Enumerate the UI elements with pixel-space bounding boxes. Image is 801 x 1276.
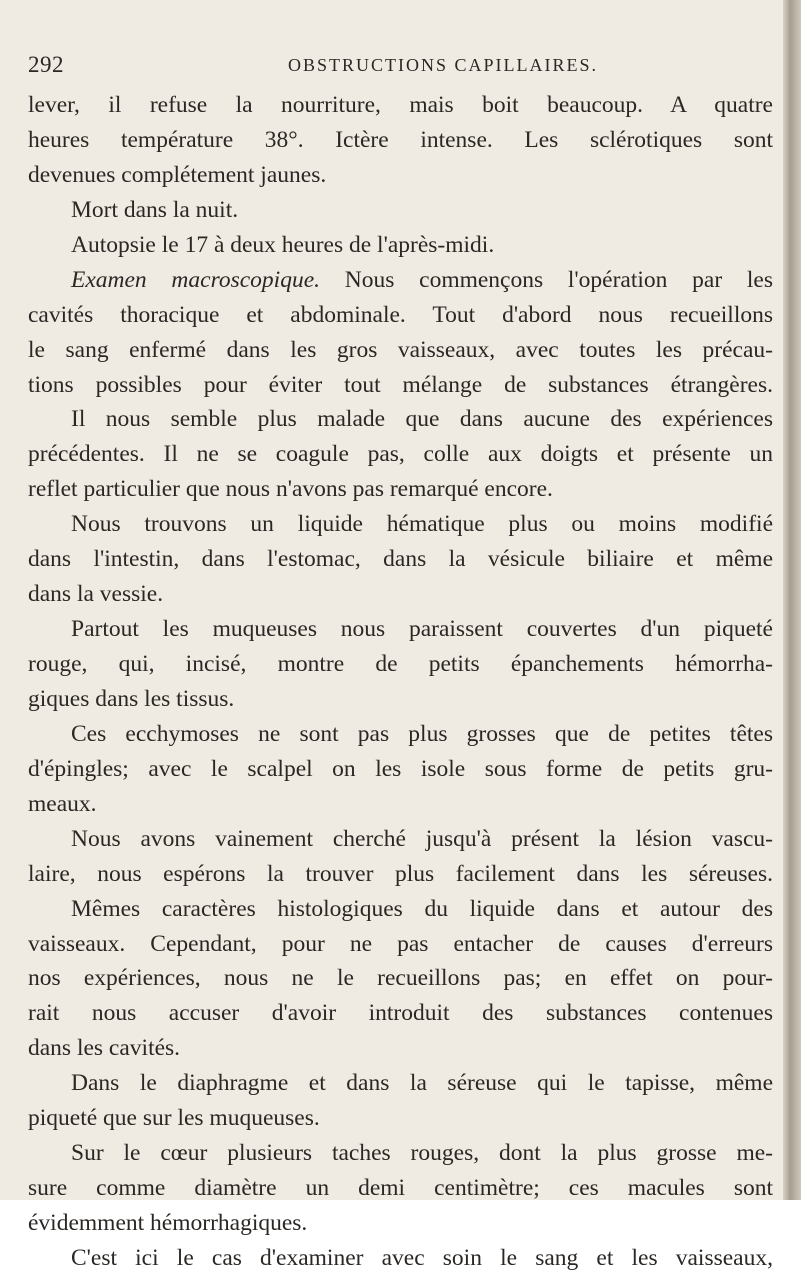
text-line: cavités thoracique et abdominale. Tout d'abord nous recueillons xyxy=(28,301,773,328)
text-line: Partout les muqueuses nous paraissent couvertes d'un piqueté xyxy=(71,616,773,643)
text-line-content: Nous commençons l'opération par les xyxy=(320,266,773,293)
text-line xyxy=(28,263,773,298)
body-text xyxy=(28,88,773,1276)
text-line: dans la vessie. xyxy=(28,581,164,608)
text-line: dans l'intestin, dans l'estomac, dans la vésicule biliaire et même xyxy=(28,546,773,573)
text-line: Il nous semble plus malade que dans aucune des expériences xyxy=(71,406,773,433)
text-line: laire, nous espérons la trouver plus facilement dans les séreuses. xyxy=(28,860,773,887)
page-number: 292 xyxy=(28,52,64,77)
text-line: d'épingles; avec le scalpel on les isole sous forme de petits gru- xyxy=(28,755,773,782)
text-line: sure comme diamètre un demi centimètre; ces macules sont xyxy=(28,1175,773,1202)
text-line: précédentes. Il ne se coagule pas, colle aux doigts et présente un xyxy=(28,441,773,468)
text-line: rait nous accuser d'avoir introduit des substances contenues xyxy=(28,1000,773,1027)
text-line: évidemment hémorrhagiques. xyxy=(28,1210,308,1236)
text-line: le sang enfermé dans les gros vaisseaux, avec toutes les précau- xyxy=(28,336,773,363)
running-title: OBSTRUCTIONS CAPILLAIRES. xyxy=(288,55,599,75)
text-line: dans les cavités. xyxy=(28,1035,181,1062)
text-line: Sur le cœur plusieurs taches rouges, dont la plus grosse me- xyxy=(71,1140,773,1167)
text-line: nos expériences, nous ne le recueillons pas; en effet on pour- xyxy=(28,965,773,992)
text-line: reflet particulier que nous n'avons pas remarqué encore. xyxy=(28,476,553,503)
text-line: Nous trouvons un liquide hématique plus ou moins modifié xyxy=(71,511,773,538)
text-line: vaisseaux. Cependant, pour ne pas entacher de causes d'erreurs xyxy=(28,930,773,957)
text-line: piqueté que sur les muqueuses. xyxy=(28,1105,320,1132)
text-line: Nous avons vainement cherché jusqu'à présent la lésion vascu- xyxy=(71,825,773,852)
text-line: C'est ici le cas d'examiner avec soin le sang et les vaisseaux, xyxy=(71,1244,773,1271)
text-line: rouge, qui, incisé, montre de petits épanchements hémorrha- xyxy=(28,651,773,677)
text-line: tions possibles pour éviter tout mélange de substances étrangères. xyxy=(28,371,773,398)
page-header xyxy=(28,52,773,82)
page-edge-shadow xyxy=(783,0,801,1200)
text-line: devenues complétement jaunes. xyxy=(28,161,327,188)
text-line: Autopsie le 17 à deux heures de l'après-midi. xyxy=(71,231,495,258)
text-line: Mêmes caractères histologiques du liquide dans et autour des xyxy=(71,895,773,922)
text-line: giques dans les tissus. xyxy=(28,685,235,712)
text-line: Dans le diaphragme et dans la séreuse qui le tapisse, même xyxy=(71,1070,773,1097)
text-line: Ces ecchymoses ne sont pas plus grosses que de petites têtes xyxy=(71,720,773,747)
text-line: Mort dans la nuit. xyxy=(71,196,239,223)
section-heading: Examen macroscopique. xyxy=(71,266,321,293)
text-line: heures température 38°. Ictère intense. Les sclérotiques sont xyxy=(28,126,773,153)
text-line: lever, il refuse la nourriture, mais boit beaucoup. A quatre xyxy=(28,92,773,118)
text-line: meaux. xyxy=(28,790,97,817)
